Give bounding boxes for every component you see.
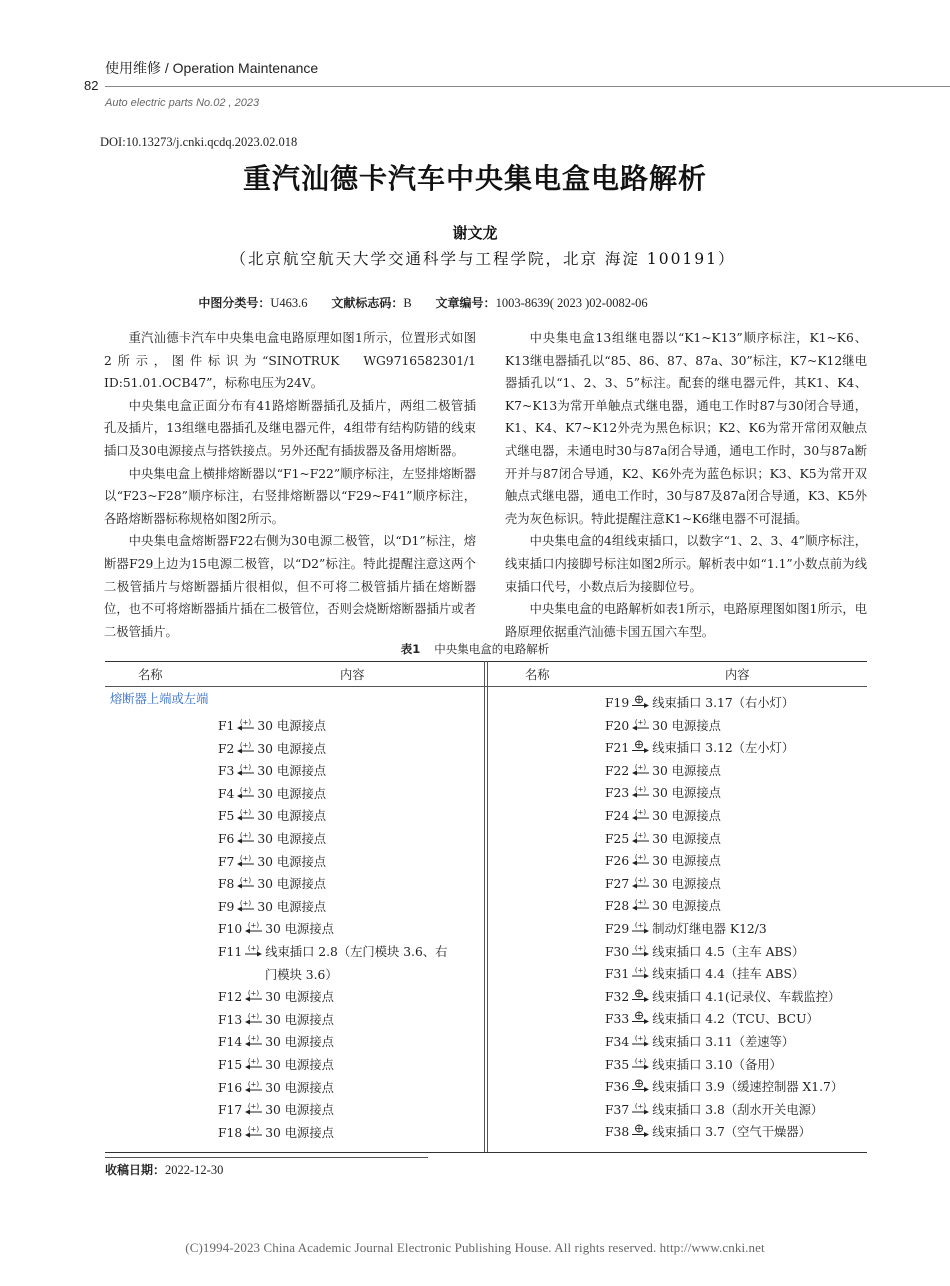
article-title: 重汽汕德卡汽车中央集电盒电路解析 bbox=[242, 162, 707, 195]
arrow-left-plus-icon bbox=[244, 1012, 263, 1026]
fuse-code: F32 bbox=[605, 989, 630, 1004]
arrow-right-circle-plus-icon bbox=[631, 695, 650, 709]
connection-text: 30 电源接点 bbox=[265, 1012, 334, 1027]
received-date bbox=[105, 1161, 223, 1178]
arrow-left-plus-icon bbox=[631, 876, 650, 890]
svg-text:(+): (+) bbox=[248, 989, 260, 998]
fuse-code: F34 bbox=[605, 1035, 630, 1049]
table-row bbox=[605, 895, 721, 918]
svg-text:(+): (+) bbox=[635, 785, 647, 794]
fuse-code: F29 bbox=[605, 922, 630, 936]
arrow-left-plus-icon bbox=[236, 718, 255, 732]
header-rule bbox=[105, 86, 950, 87]
affiliation: （北京航空航天大学交通科学与工程学院，北京 海淀 100191） bbox=[230, 250, 736, 268]
svg-text:(+): (+) bbox=[248, 1034, 260, 1043]
table-row bbox=[218, 1077, 334, 1100]
arrow-left-plus-icon bbox=[631, 831, 650, 845]
arrow-right-circle-plus-icon bbox=[631, 989, 650, 1003]
arrow-left-plus-icon bbox=[631, 808, 650, 822]
arrow-right-plus-icon bbox=[631, 1057, 650, 1071]
svg-text:(+): (+) bbox=[635, 1034, 647, 1043]
connection-text: 线束插口 3.10（备用） bbox=[652, 1057, 782, 1072]
body-paragraph: 中央集电盒熔断器F22右侧为30电源二极管，以“D1”标注，熔断器F29上边为15电源二极管，以“D2”标注。特此提醒注意这两个二极管插片与熔断器插片很相似，但不可将二极管插片插在熔断器位，也不可将熔断器插片插在二极管位，否则会烧断熔断器插片或者二极管插片。 bbox=[104, 534, 476, 639]
connection-text: 30 电源接点 bbox=[652, 876, 721, 891]
table-row bbox=[218, 783, 326, 806]
table-row-continuation: 门模块 3.6） bbox=[265, 967, 338, 982]
connection-text: 30 电源接点 bbox=[652, 763, 721, 778]
svg-text:(+): (+) bbox=[240, 876, 252, 885]
connection-text: 30 电源接点 bbox=[257, 854, 327, 869]
doc-code-label: 文献标志码： bbox=[331, 296, 404, 310]
svg-text:(+): (+) bbox=[635, 898, 647, 907]
doc-code-value: B bbox=[403, 296, 412, 310]
svg-text:(+): (+) bbox=[248, 921, 260, 930]
fuse-code: F3 bbox=[218, 764, 235, 779]
table-row bbox=[605, 1031, 794, 1054]
arrow-left-plus-icon bbox=[236, 831, 255, 845]
fuse-code: F7 bbox=[218, 854, 235, 869]
svg-text:(+): (+) bbox=[248, 1080, 260, 1089]
arrow-left-plus-icon bbox=[631, 853, 650, 867]
fuse-code: F19 bbox=[605, 696, 630, 710]
table-row bbox=[218, 986, 334, 1009]
arrow-right-plus-icon bbox=[631, 1034, 650, 1048]
header-left-name: 名称 bbox=[138, 668, 163, 682]
fuse-code: F20 bbox=[605, 718, 630, 733]
arrow-left-plus-icon bbox=[244, 1102, 263, 1116]
svg-text:(+): (+) bbox=[635, 831, 647, 840]
article-meta bbox=[0, 294, 846, 311]
table-row bbox=[218, 715, 326, 738]
connection-text: 30 电源接点 bbox=[257, 877, 327, 892]
arrow-left-plus-icon bbox=[236, 899, 255, 913]
svg-text:(+): (+) bbox=[240, 741, 252, 750]
table-row bbox=[605, 918, 767, 941]
svg-text:(+): (+) bbox=[240, 854, 252, 863]
fuse-code: F18 bbox=[218, 1125, 243, 1140]
fuse-code: F26 bbox=[605, 854, 630, 869]
table-row bbox=[605, 828, 721, 851]
body-paragraph: 中央集电盒正面分布有41路熔断器插孔及插片，两组二极管插孔及插片，13组继电器插孔及继电器元件，4组带有结构防错的线束插口及30电源接点与搭铁接点。另外还配有插拔器及备用熔断器。 bbox=[104, 398, 476, 458]
table-row bbox=[218, 1009, 334, 1032]
table-number: 表1 bbox=[400, 642, 421, 656]
fuse-code: F21 bbox=[605, 741, 630, 756]
copyright-footer: (C)1994-2023 China Academic Journal Electronic Publishing House. All rights reserved. http://www.cnki.net bbox=[185, 1240, 765, 1255]
connection-text: 30 电源接点 bbox=[652, 899, 721, 914]
svg-text:(+): (+) bbox=[635, 1102, 647, 1111]
fuse-code: F35 bbox=[605, 1057, 630, 1072]
journal-issue: Auto electric parts No.02 , 2023 bbox=[105, 97, 260, 109]
table-column-divider bbox=[487, 661, 488, 1152]
table-row bbox=[605, 986, 840, 1009]
table-row bbox=[218, 851, 326, 874]
table-row bbox=[605, 760, 721, 783]
arrow-right-circle-plus-icon bbox=[631, 1079, 650, 1093]
fuse-code: F14 bbox=[218, 1035, 243, 1050]
header-right-content: 内容 bbox=[725, 668, 750, 682]
svg-text:(+): (+) bbox=[248, 1012, 260, 1021]
table-row bbox=[605, 692, 794, 715]
table-row bbox=[218, 918, 334, 941]
table-row bbox=[218, 1122, 334, 1145]
connection-text: 30 电源接点 bbox=[652, 718, 721, 733]
table-row bbox=[218, 1099, 334, 1122]
body-paragraph: 中央集电盒的4组线束插口，以数字“1、2、3、4”顺序标注，线束插口内接脚号标注如图2所示。解析表中如“1.1”小数点前为线束插口代号，小数点后为接脚位号。 bbox=[505, 534, 867, 594]
fuse-code: F25 bbox=[605, 831, 630, 846]
svg-text:(+): (+) bbox=[248, 1125, 260, 1134]
table-header-rule bbox=[105, 686, 867, 687]
connection-text: 线束插口 4.5（主车 ABS） bbox=[652, 944, 805, 959]
svg-text:(+): (+) bbox=[240, 718, 252, 727]
arrow-right-plus-icon bbox=[631, 1102, 650, 1116]
table-row bbox=[218, 896, 326, 919]
arrow-left-plus-icon bbox=[631, 898, 650, 912]
fuse-code: F38 bbox=[605, 1125, 630, 1140]
connection-text: 30 电源接点 bbox=[652, 831, 721, 846]
svg-text:(+): (+) bbox=[635, 966, 647, 975]
svg-text:(+): (+) bbox=[248, 1057, 260, 1066]
connection-text: 30 电源接点 bbox=[257, 786, 327, 801]
table-row bbox=[605, 963, 804, 986]
svg-text:(+): (+) bbox=[635, 876, 647, 885]
clc-label: 中图分类号： bbox=[198, 296, 271, 310]
table-row bbox=[605, 1054, 782, 1077]
arrow-left-plus-icon bbox=[631, 785, 650, 799]
arrow-left-plus-icon bbox=[236, 854, 255, 868]
arrow-left-plus-icon bbox=[236, 808, 255, 822]
table-row bbox=[605, 737, 794, 760]
arrow-right-circle-plus-icon bbox=[631, 1124, 650, 1138]
svg-text:(+): (+) bbox=[635, 808, 647, 817]
connection-text: 线束插口 4.4（挂车 ABS） bbox=[652, 967, 805, 982]
svg-text:(+): (+) bbox=[240, 786, 252, 795]
connection-text: 线束插口 4.2（TCU、BCU） bbox=[652, 1012, 819, 1027]
arrow-left-plus-icon bbox=[244, 921, 263, 935]
received-label: 收稿日期： bbox=[105, 1163, 166, 1177]
connection-text: 线束插口 2.8（左门模块 3.6、右 bbox=[265, 945, 448, 959]
table-row bbox=[605, 805, 721, 828]
table-row bbox=[605, 850, 721, 873]
table-bottom-rule bbox=[105, 1152, 867, 1153]
table-row bbox=[605, 1008, 819, 1031]
section-header: 使用维修 / Operation Maintenance bbox=[105, 60, 319, 76]
table-top-rule bbox=[105, 661, 867, 662]
svg-text:(+): (+) bbox=[240, 831, 252, 840]
svg-text:(+): (+) bbox=[248, 944, 260, 953]
fuse-code: F23 bbox=[605, 786, 630, 801]
connection-text: 30 电源接点 bbox=[257, 832, 327, 846]
fuse-code: F13 bbox=[218, 1012, 243, 1027]
table-row bbox=[218, 760, 326, 783]
fuse-code: F31 bbox=[605, 967, 630, 982]
table-row bbox=[218, 828, 326, 851]
table-row bbox=[605, 1099, 823, 1122]
arrow-left-plus-icon bbox=[236, 876, 255, 890]
fuse-code: F5 bbox=[218, 809, 235, 824]
fuse-code: F12 bbox=[218, 990, 243, 1005]
fuse-code: F16 bbox=[218, 1080, 243, 1095]
connection-text: 30 电源接点 bbox=[652, 786, 721, 801]
header-right-name: 名称 bbox=[525, 668, 550, 682]
table-row bbox=[218, 1054, 334, 1077]
fuse-code: F15 bbox=[218, 1058, 243, 1072]
author: 谢文龙 bbox=[452, 224, 498, 242]
svg-text:(+): (+) bbox=[240, 808, 252, 817]
table-row bbox=[605, 873, 721, 896]
fuse-code: F30 bbox=[605, 944, 630, 959]
circuit-table bbox=[105, 661, 867, 1153]
fuse-code: F22 bbox=[605, 763, 630, 778]
connection-text: 30 电源接点 bbox=[257, 764, 327, 779]
fuse-code: F17 bbox=[218, 1103, 243, 1118]
connection-text: 30 电源接点 bbox=[257, 719, 327, 733]
arrow-right-plus-icon bbox=[244, 944, 263, 958]
fuse-code: F33 bbox=[605, 1012, 630, 1027]
table-column-divider bbox=[484, 661, 485, 1152]
connection-text: 30 电源接点 bbox=[652, 809, 721, 823]
connection-text: 30 电源接点 bbox=[257, 899, 327, 914]
connection-text: 线束插口 3.7（空气干燥器） bbox=[652, 1125, 811, 1140]
arrow-left-plus-icon bbox=[236, 786, 255, 800]
arrow-left-plus-icon bbox=[631, 718, 650, 732]
fuse-code: F36 bbox=[605, 1080, 630, 1095]
connection-text: 制动灯继电器 K12/3 bbox=[652, 922, 767, 936]
arrow-left-plus-icon bbox=[244, 1125, 263, 1139]
table-row bbox=[218, 941, 447, 964]
table-title: 中央集电盒的电路解析 bbox=[434, 642, 550, 656]
body-paragraph: 中央集电盒上横排熔断器以“F1~F22”顺序标注，左竖排熔断器以“F23~F28”顺序标注，右竖排熔断器以“F29~F41”顺序标注，各路熔断器标称规格如图2所示。 bbox=[104, 466, 476, 526]
page-number: 82 bbox=[84, 78, 99, 93]
table-row bbox=[218, 805, 326, 828]
table-row bbox=[605, 782, 721, 805]
fuse-code: F28 bbox=[605, 899, 630, 914]
table-caption bbox=[0, 641, 950, 657]
connection-text: 线束插口 3.17（右小灯） bbox=[652, 696, 795, 710]
svg-text:(+): (+) bbox=[635, 718, 647, 727]
table-row bbox=[605, 1076, 843, 1099]
svg-text:(+): (+) bbox=[635, 1057, 647, 1066]
svg-text:(+): (+) bbox=[240, 763, 252, 772]
arrow-left-plus-icon bbox=[244, 1034, 263, 1048]
body-right-column bbox=[505, 327, 867, 643]
fuse-code: F1 bbox=[218, 719, 235, 733]
arrow-left-plus-icon bbox=[244, 1080, 263, 1094]
arrow-left-plus-icon bbox=[244, 1057, 263, 1071]
connection-text: 线束插口 3.8（刮水开关电源） bbox=[652, 1102, 824, 1117]
arrow-left-plus-icon bbox=[631, 763, 650, 777]
connection-text: 30 电源接点 bbox=[265, 1058, 334, 1072]
fuse-code: F9 bbox=[218, 899, 235, 914]
svg-text:(+): (+) bbox=[635, 944, 647, 953]
table-row bbox=[218, 873, 326, 896]
table-row bbox=[218, 1031, 334, 1054]
svg-text:(+): (+) bbox=[635, 921, 647, 930]
fuse-code: F10 bbox=[218, 922, 243, 937]
fuse-code: F6 bbox=[218, 832, 235, 846]
table-row bbox=[605, 715, 721, 738]
clc-value: U463.6 bbox=[270, 296, 308, 310]
doi: DOI:10.13273/j.cnki.qcdq.2023.02.018 bbox=[100, 135, 298, 149]
arrow-left-plus-icon bbox=[236, 741, 255, 755]
fuse-code: F37 bbox=[605, 1102, 630, 1117]
fuse-code: F8 bbox=[218, 877, 235, 892]
arrow-right-plus-icon bbox=[631, 944, 650, 958]
svg-text:(+): (+) bbox=[635, 853, 647, 862]
fuse-code: F27 bbox=[605, 876, 630, 891]
table-row bbox=[605, 941, 804, 964]
footnote-rule bbox=[105, 1157, 428, 1158]
connection-text: 线束插口 4.1(记录仪、车载监控） bbox=[652, 989, 841, 1004]
arrow-right-circle-plus-icon bbox=[631, 1011, 650, 1025]
connection-text: 30 电源接点 bbox=[265, 1080, 334, 1095]
connection-text: 线束插口 3.11（差速等） bbox=[652, 1035, 795, 1049]
article-no-label: 文章编号： bbox=[435, 296, 496, 310]
article-no-value: 1003-8639( 2023 )02-0082-06 bbox=[495, 296, 648, 310]
received-value: 2022-12-30 bbox=[165, 1163, 224, 1177]
fuse-code: F2 bbox=[218, 741, 235, 756]
connection-text: 30 电源接点 bbox=[257, 809, 327, 824]
table-row bbox=[218, 738, 326, 761]
fuse-code: F24 bbox=[605, 809, 630, 823]
table-row bbox=[605, 1121, 811, 1144]
body-paragraph: 重汽汕德卡汽车中央集电盒电路原理如图1所示，位置形式如图2所示，图件标识为“SINOTRUK WG9716582301/1 ID:51.01.OCB47”，标称电压为24V。 bbox=[104, 331, 476, 391]
fuse-code: F4 bbox=[218, 786, 235, 801]
body-left-column bbox=[104, 327, 476, 643]
arrow-right-plus-icon bbox=[631, 921, 650, 935]
body-paragraph: 中央集电盒的电路解析如表1所示，电路原理图如图1所示，电路原理依据重汽汕德卡国五国六车型。 bbox=[505, 602, 867, 639]
connection-text: 线束插口 3.9（缓速控制器 X1.7） bbox=[652, 1080, 844, 1095]
arrow-left-plus-icon bbox=[236, 763, 255, 777]
connection-text: 30 电源接点 bbox=[257, 741, 327, 756]
svg-text:(+): (+) bbox=[248, 1102, 260, 1111]
connection-text: 30 电源接点 bbox=[265, 990, 334, 1005]
svg-text:(+): (+) bbox=[635, 763, 647, 772]
fuse-code: F11 bbox=[218, 945, 243, 959]
connection-text: 30 电源接点 bbox=[652, 854, 721, 869]
connection-text: 30 电源接点 bbox=[265, 922, 334, 937]
header-left-content: 内容 bbox=[340, 668, 365, 682]
svg-text:(+): (+) bbox=[240, 899, 252, 908]
connection-text: 30 电源接点 bbox=[265, 1103, 334, 1118]
body-paragraph: 中央集电盒13组继电器以“K1~K13”顺序标注，K1~K6、K13继电器插孔以“85、86、87、87a、30”标注，K7~K12继电器插孔以“1、2、3、5”标注。配套的继电器元件，其K1、K4、K7~K13为常开单触点式继电器，通电工作时87与30闭合导通，K1、K4、K7~K12外壳为黑色标识；K2、K6为常开常闭双触点式继电器，未通电时30与87a闭合导通，通电工作时，30与87a断开并与87闭合导通，K2、K6外壳为蓝色标识；K3、K5为常开双触点式继电器，通电工作时，30与87及87a闭合导通，K3、K5外壳为灰色标识。特此提醒注意K1~K6继电器不可混插。 bbox=[505, 331, 867, 526]
group-label: 熔断器上端或左端 bbox=[110, 692, 209, 706]
arrow-right-circle-plus-icon bbox=[631, 740, 650, 754]
arrow-left-plus-icon bbox=[244, 989, 263, 1003]
connection-text: 30 电源接点 bbox=[265, 1125, 334, 1140]
connection-text: 线束插口 3.12（左小灯） bbox=[652, 741, 795, 756]
arrow-right-plus-icon bbox=[631, 966, 650, 980]
connection-text: 30 电源接点 bbox=[265, 1035, 334, 1050]
